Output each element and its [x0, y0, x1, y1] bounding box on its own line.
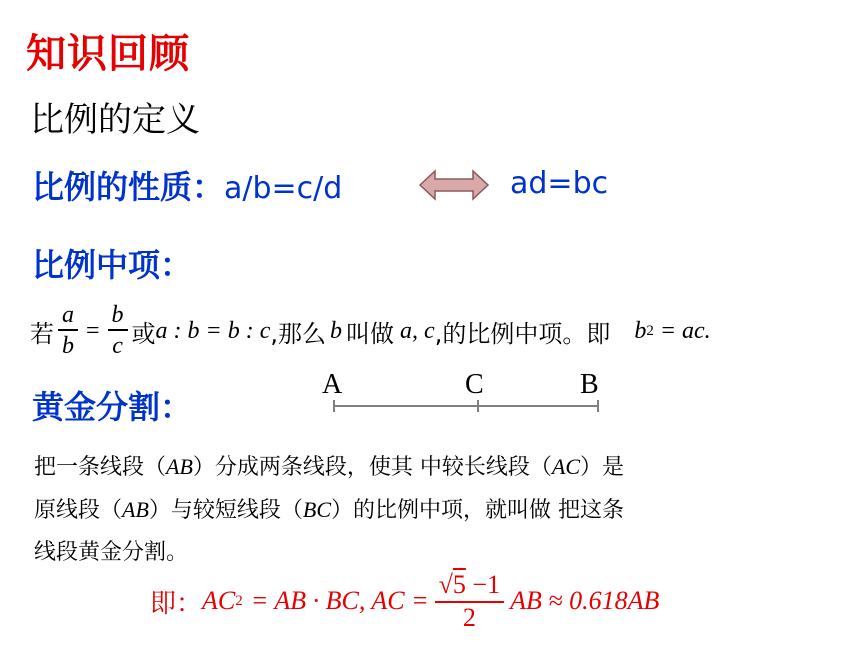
- point-a-label: A: [322, 369, 343, 400]
- formula-middle: = AB · BC, AC =: [250, 586, 429, 615]
- para-text: 把一条线段（: [34, 455, 167, 480]
- para-text: ）分成两条线段，使其 中较长线段（: [192, 455, 552, 480]
- frac1-denominator: b: [62, 332, 74, 359]
- property-result: ad=bc: [510, 166, 609, 201]
- para-text: ）的比例中项，就叫做 把这条: [331, 498, 625, 523]
- formula-prefix: 即：: [150, 588, 203, 619]
- para-var-ac: AC: [551, 454, 581, 479]
- property-heading-row: [32, 162, 342, 208]
- fraction-sqrt5-minus1-over-2: [435, 569, 504, 633]
- para-text: ）与较短线段（: [148, 498, 303, 523]
- sqrt-icon: √: [438, 570, 453, 600]
- property-formula: a/b=c/d: [224, 171, 343, 206]
- mp-called-text: 叫做: [346, 319, 395, 348]
- para-var-ab: AB: [166, 454, 193, 479]
- para-var-bc: BC: [302, 497, 332, 522]
- formula-lhs-base: AC: [202, 586, 236, 615]
- sqrt-radicand: 5: [452, 570, 466, 600]
- numerator-rest: −1: [465, 570, 501, 600]
- formula-tail: AB ≈ 0.618AB: [510, 586, 660, 615]
- point-c-label: C: [465, 369, 484, 400]
- golden-ratio-formula: [150, 566, 659, 636]
- mp-prefix: 若: [30, 319, 54, 348]
- golden-definition-paragraph: [34, 446, 804, 574]
- para-line-3: 线段黄金分割。: [34, 540, 189, 565]
- para-text: ）是: [580, 455, 625, 480]
- point-b-label: B: [580, 369, 599, 400]
- fraction-b-over-c: [108, 301, 128, 361]
- para-text: 原线段（: [34, 498, 123, 523]
- frac2-numerator: b: [111, 302, 124, 329]
- para-var-ab: AB: [122, 497, 149, 522]
- formula-numerator: [435, 569, 504, 601]
- mp-then-text: ,那么: [270, 319, 327, 348]
- page-title: 知识回顾: [26, 31, 190, 77]
- frac2-denominator: c: [112, 332, 123, 359]
- para-line-2: [34, 489, 804, 532]
- fraction-a-over-b: [58, 301, 78, 361]
- formula-lhs-exponent: 2: [235, 592, 243, 609]
- mp-result-rhs: = ac.: [659, 317, 711, 344]
- mp-ac-vars: a, c: [400, 317, 435, 344]
- para-line-1: [34, 446, 804, 489]
- mp-equals: =: [86, 317, 100, 344]
- double-arrow-icon: [418, 168, 490, 202]
- mp-ratio-expression: a : b = b : c: [155, 317, 271, 344]
- mean-proportional-statement: [30, 298, 711, 364]
- mp-result-base: b: [634, 317, 647, 344]
- property-heading: 比例的性质：: [32, 168, 225, 206]
- golden-section-heading: 黄金分割：: [32, 388, 193, 426]
- mp-or: 或: [131, 319, 156, 348]
- mp-b-var: b: [330, 317, 343, 344]
- mean-proportional-heading: 比例中项：: [32, 246, 193, 284]
- mp-tail-text: ,的比例中项。即: [434, 319, 611, 348]
- mp-result-exponent: 2: [646, 322, 654, 339]
- formula-denominator: 2: [462, 602, 476, 632]
- frac1-numerator: a: [62, 302, 74, 329]
- section-definition-label: 比例的定义: [30, 100, 200, 140]
